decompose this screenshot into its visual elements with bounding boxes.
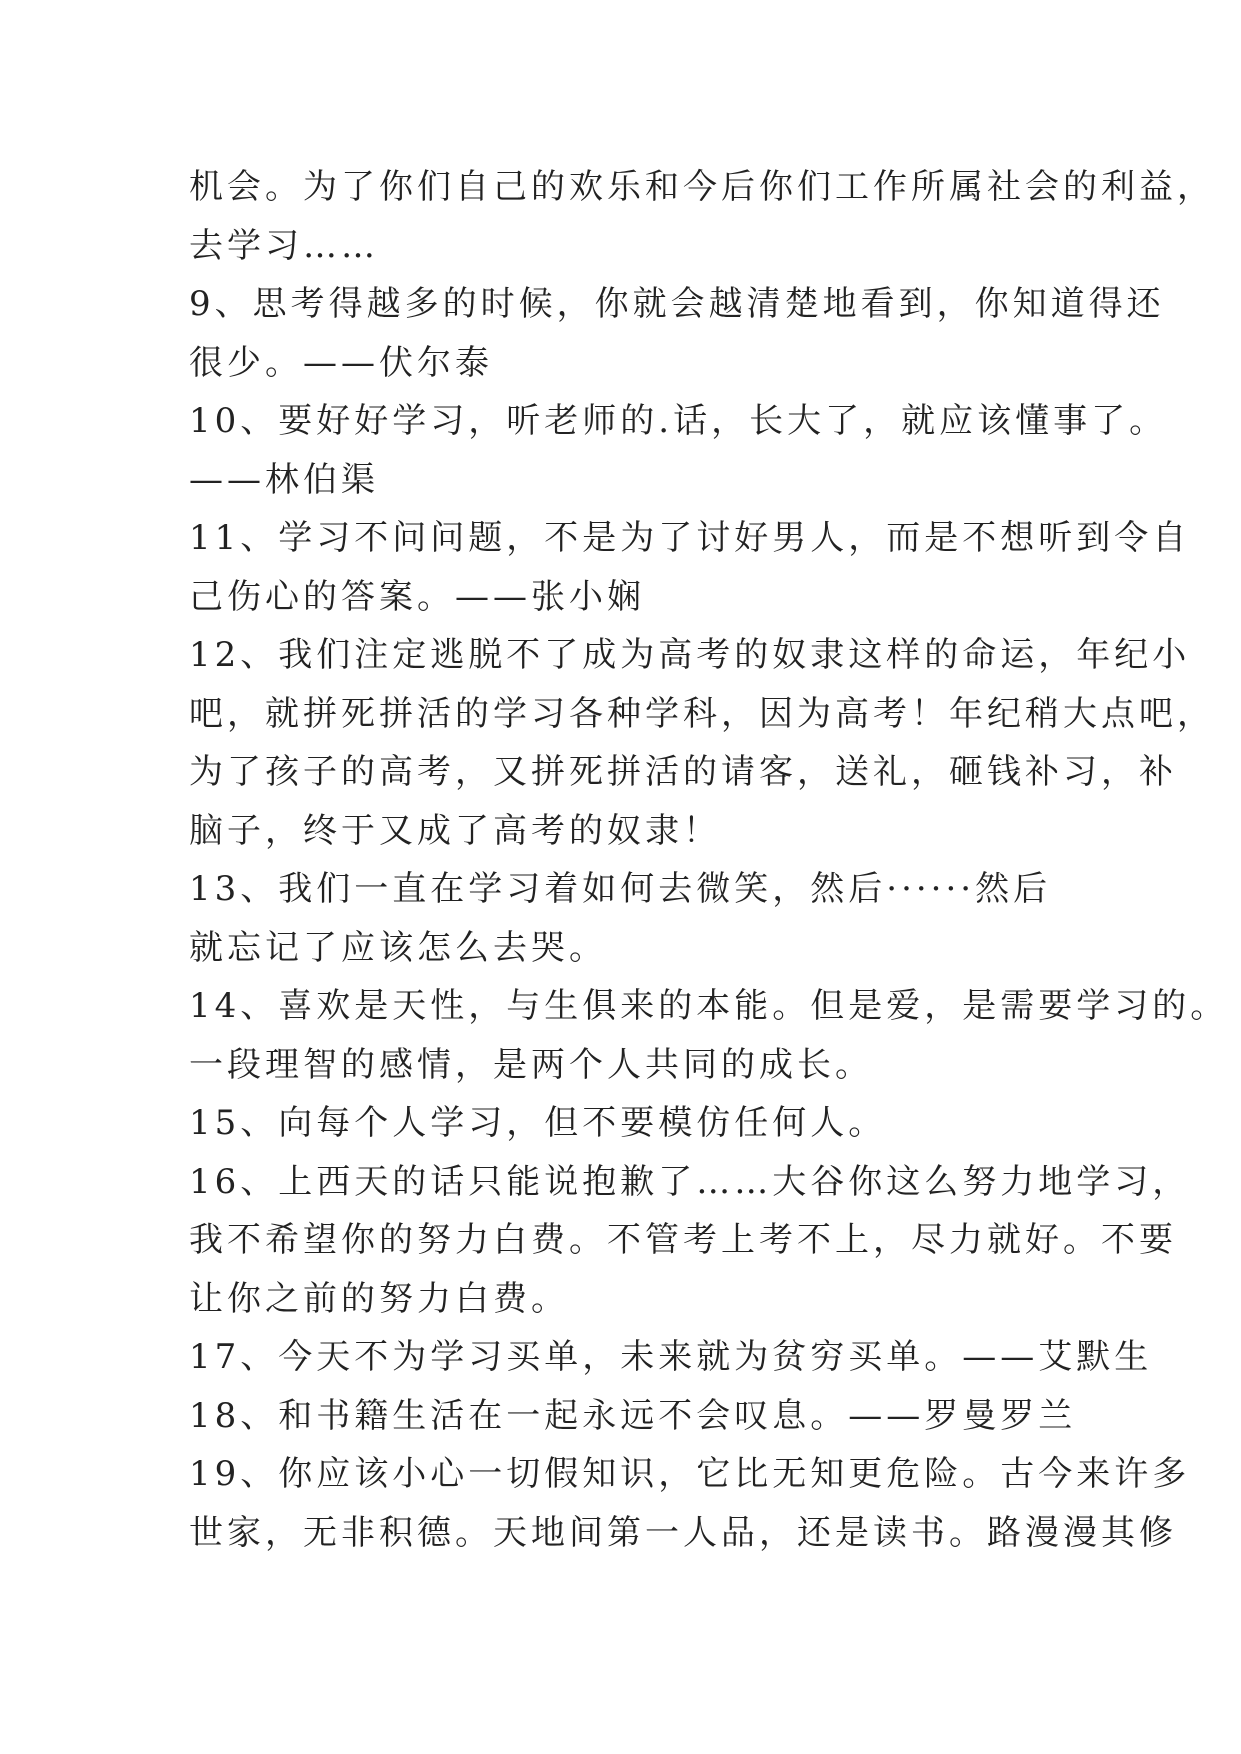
text-line: 10、要好好学习，听老师的.话，长大了，就应该懂事了。 [189, 401, 1168, 441]
text-line: 15、向每个人学习，但不要模仿任何人。 [189, 1103, 887, 1143]
text-line: 让你之前的努力白费。 [189, 1278, 569, 1319]
text-line: 机会。为了你们自己的欢乐和今后你们工作所属社会的利益， [189, 167, 1215, 207]
text-line: 脑子，终于又成了高考的奴隶！ [189, 810, 721, 851]
text-line: 就忘记了应该怎么去哭。 [189, 927, 607, 968]
text-line: 17、今天不为学习买单，未来就为贫穷买单。——艾默生 [189, 1337, 1153, 1377]
text-line: 己伤心的答案。——张小娴 [189, 576, 645, 617]
text-line: 16、上西天的话只能说抱歉了……大谷你这么努力地学习， [189, 1161, 1191, 1202]
text-line: 很少。——伏尔泰 [189, 342, 493, 383]
text-line: 12、我们注定逃脱不了成为高考的奴隶这样的命运，年纪小 [189, 635, 1191, 675]
text-line: 世家，无非积德。天地间第一人品，还是读书。路漫漫其修 [189, 1512, 1177, 1553]
text-line: ——林伯渠 [189, 459, 379, 500]
text-line: 去学习…… [189, 225, 379, 266]
text-line: 我不希望你的努力白费。不管考上考不上，尽力就好。不要 [189, 1220, 1177, 1260]
text-line: 9、思考得越多的时候，你就会越清楚地看到，你知道得还 [189, 284, 1165, 324]
text-line: 13、我们一直在学习着如何去微笑，然后······然后 [189, 869, 1052, 909]
document-body [189, 158, 1229, 1562]
text-line: 19、你应该小心一切假知识，它比无知更危险。古今来许多 [189, 1454, 1191, 1494]
text-line: 吧，就拼死拼活的学习各种学科，因为高考！年纪稍大点吧， [189, 693, 1215, 734]
text-line: 14、喜欢是天性，与生俱来的本能。但是爱，是需要学习的。 [189, 986, 1229, 1026]
text-line: 11、学习不问问题，不是为了讨好男人，而是不想听到令自 [189, 518, 1191, 558]
text-line: 一段理智的感情，是两个人共同的成长。 [189, 1044, 873, 1085]
text-line: 为了孩子的高考，又拼死拼活的请客，送礼，砸钱补习，补 [189, 752, 1177, 792]
text-line: 18、和书籍生活在一起永远不会叹息。——罗曼罗兰 [189, 1395, 1077, 1436]
